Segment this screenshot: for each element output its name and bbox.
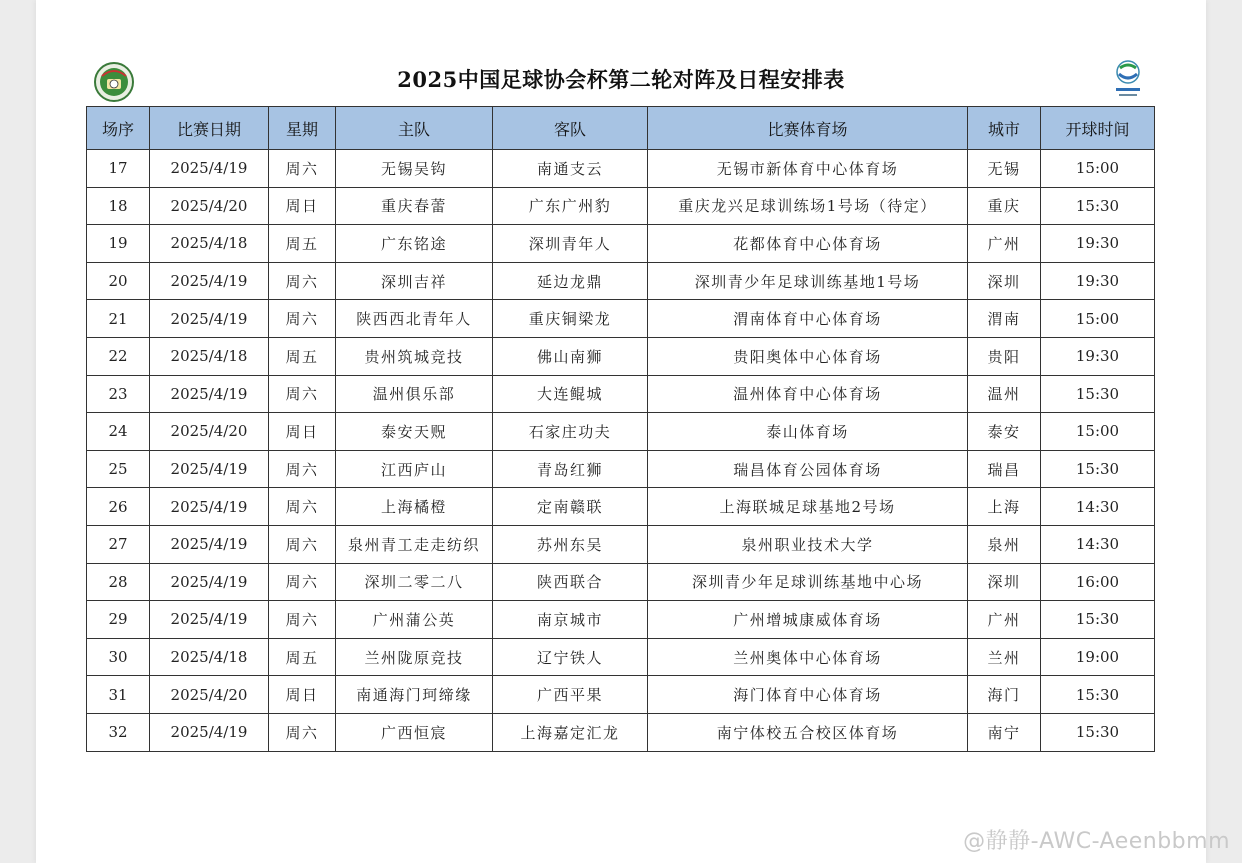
cell-kickoff: 15:00 — [1041, 150, 1155, 188]
column-header-home-team: 主队 — [336, 107, 493, 150]
cell-city: 广州 — [968, 225, 1041, 263]
cell-city: 上海 — [968, 488, 1041, 526]
cell-date: 2025/4/19 — [150, 563, 269, 601]
cell-weekday: 周五 — [269, 337, 336, 375]
table-row — [87, 450, 1155, 488]
cell-kickoff: 15:30 — [1041, 375, 1155, 413]
cell-city: 贵阳 — [968, 337, 1041, 375]
cell-match-no: 31 — [87, 676, 150, 714]
cell-city: 深圳 — [968, 262, 1041, 300]
cell-kickoff: 15:30 — [1041, 187, 1155, 225]
cell-away-team: 南通支云 — [493, 150, 648, 188]
cell-date: 2025/4/19 — [150, 375, 269, 413]
cell-home-team: 上海橘橙 — [336, 488, 493, 526]
watermark: @静静-AWC-Aeenbbmm — [963, 829, 1230, 854]
column-header-date: 比赛日期 — [150, 107, 269, 150]
cell-away-team: 重庆铜梁龙 — [493, 300, 648, 338]
cell-match-no: 18 — [87, 187, 150, 225]
cell-city: 深圳 — [968, 563, 1041, 601]
cell-kickoff: 16:00 — [1041, 563, 1155, 601]
cell-stadium: 海门体育中心体育场 — [648, 676, 968, 714]
cell-match-no: 27 — [87, 525, 150, 563]
table-row — [87, 337, 1155, 375]
column-header-match-no: 场序 — [87, 107, 150, 150]
table-row — [87, 488, 1155, 526]
table-row — [87, 638, 1155, 676]
cell-match-no: 22 — [87, 337, 150, 375]
cell-kickoff: 19:00 — [1041, 638, 1155, 676]
cell-home-team: 深圳吉祥 — [336, 262, 493, 300]
cell-city: 海门 — [968, 676, 1041, 714]
cell-city: 渭南 — [968, 300, 1041, 338]
cell-away-team: 陕西联合 — [493, 563, 648, 601]
cell-stadium: 花都体育中心体育场 — [648, 225, 968, 263]
column-header-weekday: 星期 — [269, 107, 336, 150]
cell-weekday: 周五 — [269, 225, 336, 263]
cell-city: 兰州 — [968, 638, 1041, 676]
cell-stadium: 贵阳奥体中心体育场 — [648, 337, 968, 375]
cell-match-no: 32 — [87, 713, 150, 751]
cell-match-no: 30 — [87, 638, 150, 676]
cell-match-no: 26 — [87, 488, 150, 526]
table-row — [87, 187, 1155, 225]
cell-city: 瑞昌 — [968, 450, 1041, 488]
cell-kickoff: 15:00 — [1041, 300, 1155, 338]
cell-home-team: 陕西西北青年人 — [336, 300, 493, 338]
cell-match-no: 17 — [87, 150, 150, 188]
cell-stadium: 广州增城康威体育场 — [648, 601, 968, 639]
cell-date: 2025/4/19 — [150, 262, 269, 300]
cell-weekday: 周六 — [269, 450, 336, 488]
cell-city: 南宁 — [968, 713, 1041, 751]
cell-kickoff: 19:30 — [1041, 337, 1155, 375]
cell-city: 泉州 — [968, 525, 1041, 563]
cell-stadium: 南宁体校五合校区体育场 — [648, 713, 968, 751]
cell-kickoff: 19:30 — [1041, 225, 1155, 263]
cell-match-no: 24 — [87, 413, 150, 451]
cell-kickoff: 15:30 — [1041, 676, 1155, 714]
cell-date: 2025/4/19 — [150, 150, 269, 188]
cell-match-no: 20 — [87, 262, 150, 300]
table-body — [87, 150, 1155, 752]
column-header-away-team: 客队 — [493, 107, 648, 150]
cell-stadium: 瑞昌体育公园体育场 — [648, 450, 968, 488]
cell-weekday: 周六 — [269, 713, 336, 751]
table-row — [87, 713, 1155, 751]
cell-away-team: 延边龙鼎 — [493, 262, 648, 300]
column-header-stadium: 比赛体育场 — [648, 107, 968, 150]
cell-match-no: 23 — [87, 375, 150, 413]
cell-away-team: 大连鲲城 — [493, 375, 648, 413]
cell-stadium: 重庆龙兴足球训练场1号场（待定） — [648, 187, 968, 225]
cell-away-team: 青岛红狮 — [493, 450, 648, 488]
table-row — [87, 375, 1155, 413]
cell-weekday: 周日 — [269, 187, 336, 225]
cell-home-team: 江西庐山 — [336, 450, 493, 488]
cell-stadium: 深圳青少年足球训练基地1号场 — [648, 262, 968, 300]
cell-date: 2025/4/20 — [150, 413, 269, 451]
cell-weekday: 周六 — [269, 375, 336, 413]
table-header-row — [87, 107, 1155, 150]
cell-kickoff: 15:00 — [1041, 413, 1155, 451]
cell-date: 2025/4/19 — [150, 713, 269, 751]
cell-weekday: 周日 — [269, 676, 336, 714]
cell-city: 泰安 — [968, 413, 1041, 451]
cell-away-team: 南京城市 — [493, 601, 648, 639]
cell-date: 2025/4/18 — [150, 638, 269, 676]
cell-away-team: 辽宁铁人 — [493, 638, 648, 676]
column-header-city: 城市 — [968, 107, 1041, 150]
cell-match-no: 21 — [87, 300, 150, 338]
cell-home-team: 泉州青工走走纺织 — [336, 525, 493, 563]
cell-home-team: 无锡吴钩 — [336, 150, 493, 188]
cell-date: 2025/4/20 — [150, 187, 269, 225]
cell-away-team: 石家庄功夫 — [493, 413, 648, 451]
cell-home-team: 广东铭途 — [336, 225, 493, 263]
cell-date: 2025/4/19 — [150, 300, 269, 338]
cell-away-team: 上海嘉定汇龙 — [493, 713, 648, 751]
cell-home-team: 兰州陇原竞技 — [336, 638, 493, 676]
cell-stadium: 渭南体育中心体育场 — [648, 300, 968, 338]
cell-stadium: 泉州职业技术大学 — [648, 525, 968, 563]
cell-weekday: 周六 — [269, 150, 336, 188]
cell-weekday: 周六 — [269, 300, 336, 338]
cell-date: 2025/4/20 — [150, 676, 269, 714]
cell-away-team: 苏州东吴 — [493, 525, 648, 563]
cell-date: 2025/4/19 — [150, 601, 269, 639]
cell-city: 广州 — [968, 601, 1041, 639]
table-row — [87, 413, 1155, 451]
cell-stadium: 温州体育中心体育场 — [648, 375, 968, 413]
cell-home-team: 重庆春蕾 — [336, 187, 493, 225]
cell-kickoff: 14:30 — [1041, 525, 1155, 563]
cell-stadium: 上海联城足球基地2号场 — [648, 488, 968, 526]
table-row — [87, 601, 1155, 639]
cell-home-team: 泰安天贶 — [336, 413, 493, 451]
cell-match-no: 25 — [87, 450, 150, 488]
page-title: 2025中国足球协会杯第二轮对阵及日程安排表 — [397, 67, 845, 92]
cell-city: 重庆 — [968, 187, 1041, 225]
table-row — [87, 563, 1155, 601]
cell-home-team: 广州蒲公英 — [336, 601, 493, 639]
cell-kickoff: 14:30 — [1041, 488, 1155, 526]
cell-date: 2025/4/18 — [150, 337, 269, 375]
cell-home-team: 温州俱乐部 — [336, 375, 493, 413]
cell-stadium: 兰州奥体中心体育场 — [648, 638, 968, 676]
table-row — [87, 150, 1155, 188]
cell-weekday: 周日 — [269, 413, 336, 451]
cell-date: 2025/4/18 — [150, 225, 269, 263]
cell-stadium: 深圳青少年足球训练基地中心场 — [648, 563, 968, 601]
cell-away-team: 深圳青年人 — [493, 225, 648, 263]
cell-weekday: 周六 — [269, 601, 336, 639]
cell-weekday: 周六 — [269, 488, 336, 526]
cell-away-team: 佛山南狮 — [493, 337, 648, 375]
cell-weekday: 周五 — [269, 638, 336, 676]
table-row — [87, 262, 1155, 300]
cell-kickoff: 15:30 — [1041, 713, 1155, 751]
cell-home-team: 南通海门珂缔缘 — [336, 676, 493, 714]
column-header-kickoff: 开球时间 — [1041, 107, 1155, 150]
table-row — [87, 676, 1155, 714]
cell-weekday: 周六 — [269, 563, 336, 601]
cell-home-team: 贵州筑城竞技 — [336, 337, 493, 375]
cell-city: 温州 — [968, 375, 1041, 413]
cell-match-no: 28 — [87, 563, 150, 601]
cell-away-team: 定南赣联 — [493, 488, 648, 526]
cell-date: 2025/4/19 — [150, 525, 269, 563]
cell-date: 2025/4/19 — [150, 488, 269, 526]
table-row — [87, 225, 1155, 263]
table-row — [87, 300, 1155, 338]
table-row — [87, 525, 1155, 563]
cell-stadium: 无锡市新体育中心体育场 — [648, 150, 968, 188]
cell-away-team: 广东广州豹 — [493, 187, 648, 225]
schedule-table — [86, 106, 1155, 752]
cell-stadium: 泰山体育场 — [648, 413, 968, 451]
cell-weekday: 周六 — [269, 262, 336, 300]
cell-match-no: 29 — [87, 601, 150, 639]
cell-kickoff: 15:30 — [1041, 601, 1155, 639]
cell-city: 无锡 — [968, 150, 1041, 188]
cell-home-team: 广西恒宸 — [336, 713, 493, 751]
cell-date: 2025/4/19 — [150, 450, 269, 488]
cell-kickoff: 19:30 — [1041, 262, 1155, 300]
cell-home-team: 深圳二零二八 — [336, 563, 493, 601]
cell-kickoff: 15:30 — [1041, 450, 1155, 488]
cell-weekday: 周六 — [269, 525, 336, 563]
cell-away-team: 广西平果 — [493, 676, 648, 714]
cell-match-no: 19 — [87, 225, 150, 263]
